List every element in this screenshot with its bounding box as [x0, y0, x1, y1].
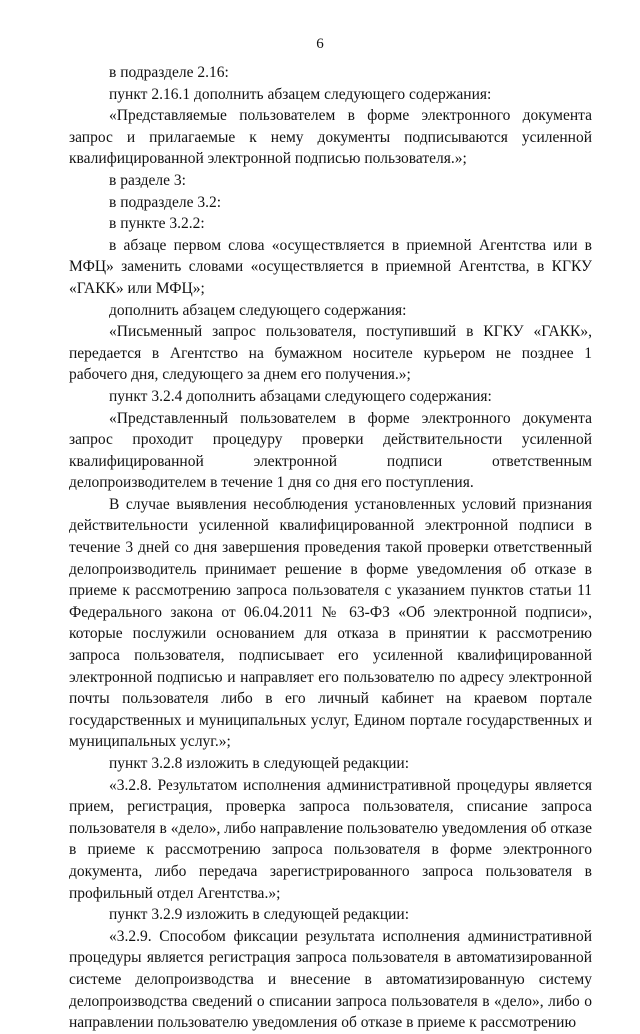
- paragraph-item-3-2-2: в пункте 3.2.2:: [109, 215, 205, 233]
- paragraph-add-clause: дополнить абзацем следующего содержания:: [109, 301, 407, 319]
- paragraph-section-3: в разделе 3:: [109, 171, 186, 189]
- paragraph-item-3-2-8: пункт 3.2.8 изложить в следующей редакции:: [109, 755, 410, 772]
- paragraph-subsection-3-2: в подразделе 3.2:: [109, 193, 222, 211]
- document-body: [69, 62, 592, 1034]
- page-number: 6: [316, 36, 324, 52]
- paragraph-replace-words: в абзаце первом слова «осуществляется в приемной Агентства или в МФЦ» заменить словами «осуществляется в приемной Агентства, в КГКУ «ГАКК» или МФЦ»;: [69, 236, 592, 297]
- paragraph-quote-electronic-signature: «Представляемые пользователем в форме электронного документа запрос и прилагаемые к нему документы подписываются усиленной квалифицированной электронной подписью пользователя.»;: [69, 107, 592, 168]
- paragraph-rejection-case: В случае выявления несоблюдения установленных условий признания действительности усиленной квалифицированной электронной подписи в течение 3 дней со дня завершения проведения такой проверки ответственный делопроизводитель принимает решение в форме уведомления об отказе в приеме к рассмотрению запроса пользователя с указанием пунктов статьи 11 Федерального закона от 06.04.2011 № 63-ФЗ «Об электронной подписи», которые послужили основанием для отказа в принятии к рассмотрению запроса пользователя, подписывает его усиленной квалифицированной электронной подписью и направляет его пользователю по адресу электронной почты пользователя либо в его личный кабинет на краевом портале государственных и муниципальных услуг, Едином портале государственных и муниципальных услуг.»;: [69, 495, 592, 751]
- paragraph-quote-3-2-9: «3.2.9. Способом фиксации результата исполнения административной процедуры является регистрация запроса пользователя в автоматизированной системе делопроизводства и внесение в автоматизированную систему делопроизводства сведений о списании запроса пользователя в «дело», либо о направлении пользователю уведомления об отказе в приеме к рассмотрению: [69, 927, 592, 1032]
- paragraph-subsection-2-16: в подразделе 2.16:: [109, 64, 229, 81]
- paragraph-item-2-16-1: пункт 2.16.1 дополнить абзацем следующего содержания:: [109, 85, 492, 103]
- paragraph-quote-verification: «Представленный пользователем в форме электронного документа запрос проходит процедуру проверки действительности усиленной квалифицированной электронной подписи ответственным делопроизводителем в течение 1 дня со дня его поступления.: [69, 409, 592, 492]
- paragraph-quote-3-2-8: «3.2.8. Результатом исполнения административной процедуры является прием, регистрация, проверка запроса пользователя, списание запроса пользователя в «дело», либо направление пользователю уведомления об отказе в приеме к рассмотрению запроса пользователя в форме электронного документа, либо передача зарегистрированного запроса пользователя в профильный отдел Агентства.»;: [69, 776, 592, 902]
- paragraph-item-3-2-4: пункт 3.2.4 дополнить абзацами следующего содержания:: [109, 387, 492, 405]
- paragraph-quote-written-request: «Письменный запрос пользователя, поступивший в КГКУ «ГАКК», передается в Агентство на бумажном носителе курьером не позднее 1 рабочего дня, следующего за днем его получения.»;: [69, 323, 592, 384]
- paragraph-item-3-2-9: пункт 3.2.9 изложить в следующей редакции:: [109, 906, 410, 924]
